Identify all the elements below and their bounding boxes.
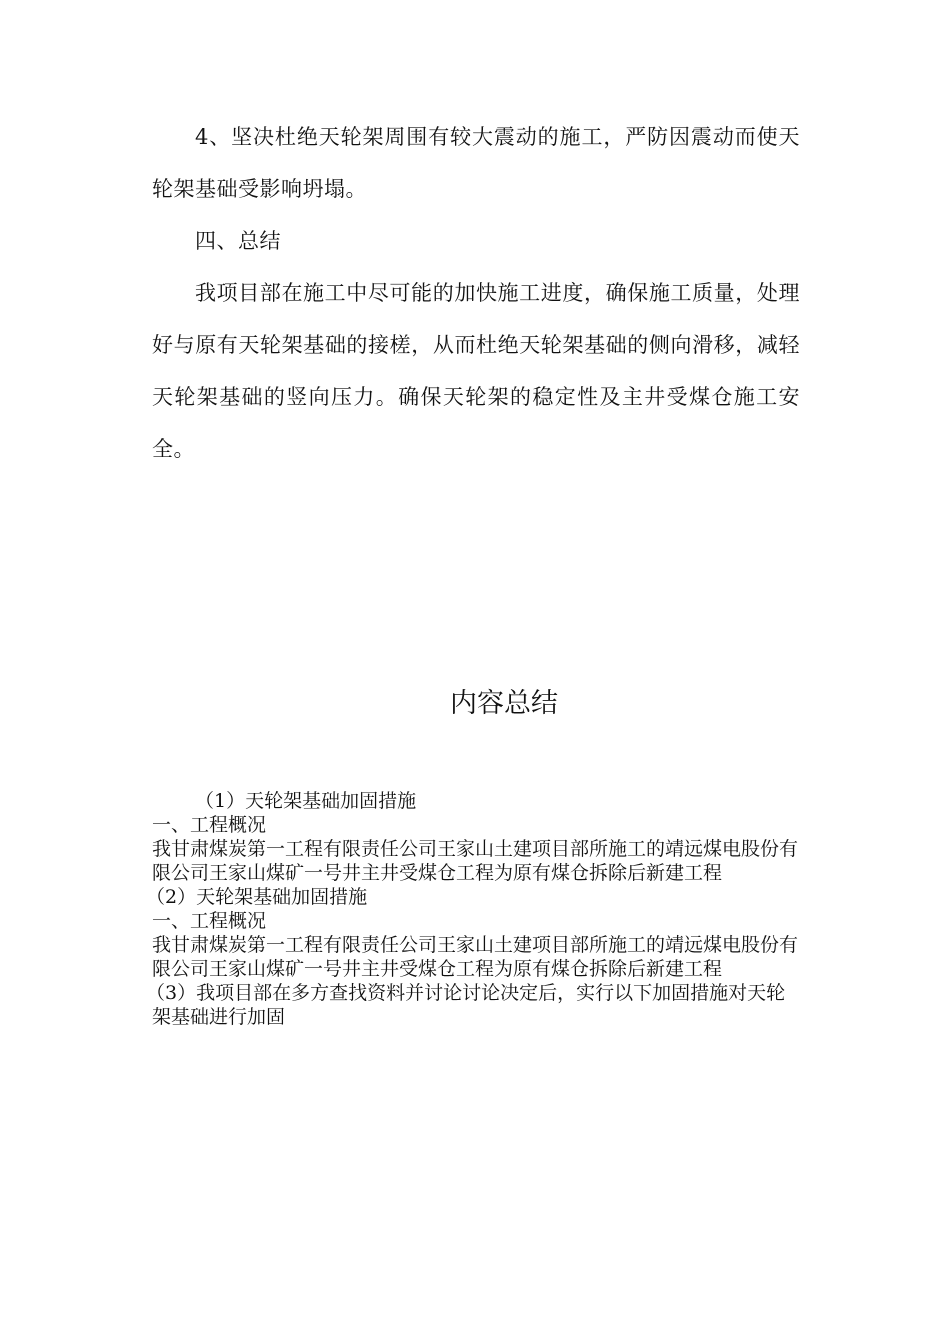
summary-item-2-text: 我甘肃煤炭第一工程有限责任公司王家山土建项目部所施工的靖远煤电股份有限公司王家山煤矿一号井主井受煤仓工程为原有煤仓拆除后新建工程 [152,934,799,980]
summary-item-1-sub: 一、工程概况 [152,814,267,836]
summary-item-2-head: （2）天轮架基础加固措施 [146,886,368,908]
main-body [152,111,800,475]
content-summary [146,789,802,1029]
content-summary-title: 内容总结 [450,688,558,719]
summary-item-1-text: 我甘肃煤炭第一工程有限责任公司王家山土建项目部所施工的靖远煤电股份有限公司王家山煤矿一号井主井受煤仓工程为原有煤仓拆除后新建工程 [152,838,799,884]
paragraph-vibration: 4、坚决杜绝天轮架周围有较大震动的施工，严防因震动而使天轮架基础受影响坍塌。 [152,125,800,201]
section-heading-summary: 四、总结 [195,229,281,253]
paragraph-summary: 我项目部在施工中尽可能的加快施工进度，确保施工质量，处理好与原有天轮架基础的接槎，从而杜绝天轮架基础的侧向滑移，减轻天轮架基础的竖向压力。确保天轮架的稳定性及主井受煤仓施工安全。 [152,281,800,461]
summary-item-2-sub: 一、工程概况 [152,910,267,932]
summary-item-3-head: （3）我项目部在多方查找资料并讨论讨论决定后，实行以下加固措施对天轮架基础进行加固 [146,982,786,1028]
summary-item-1-head: （1）天轮架基础加固措施 [195,790,417,812]
